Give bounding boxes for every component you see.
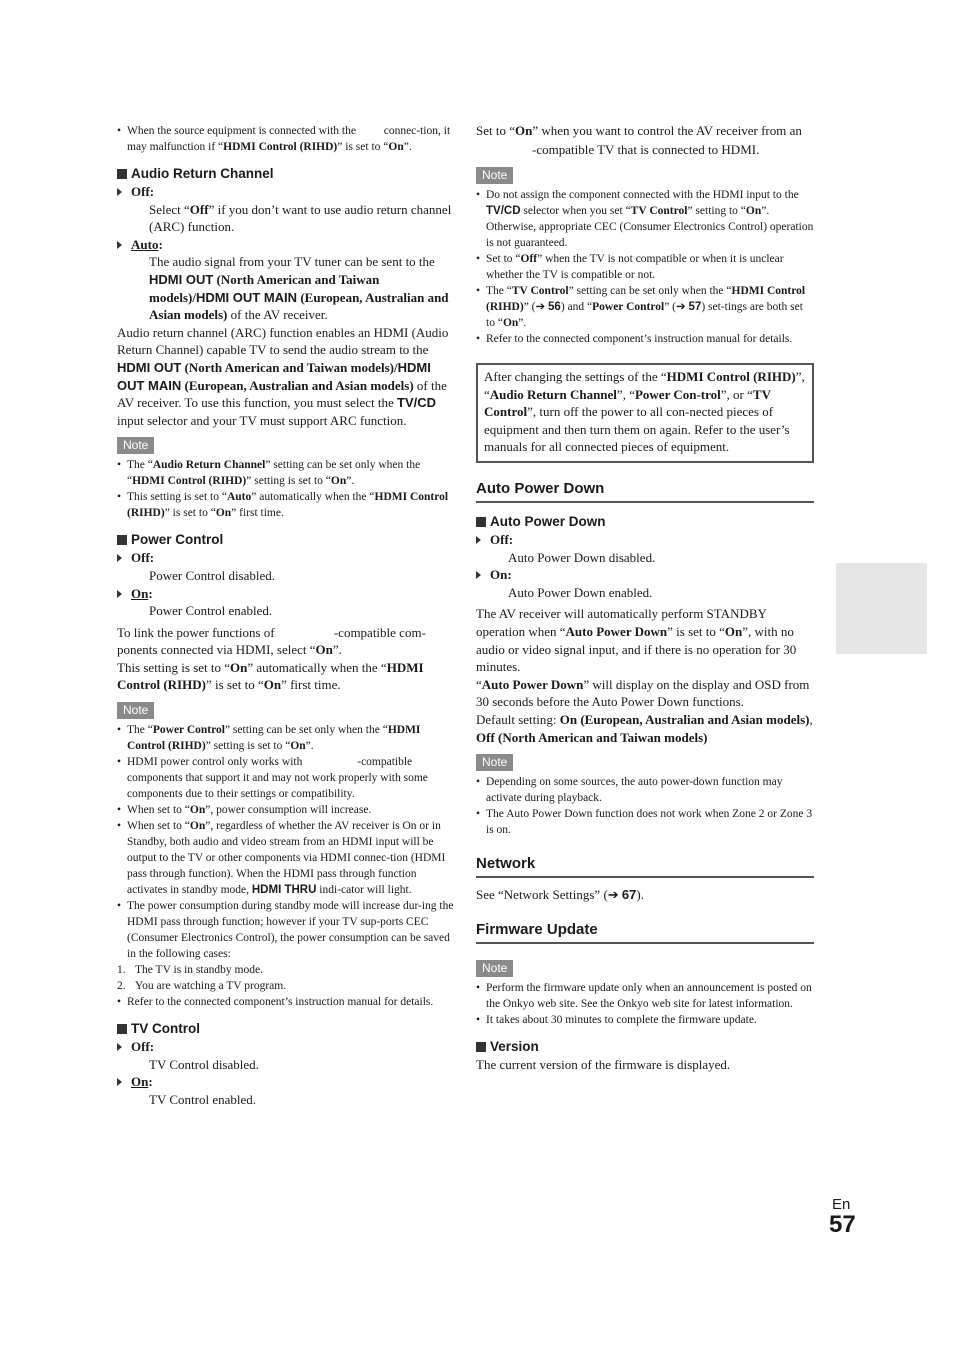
arc-note-1: • The “Audio Return Channel” setting can be set only when the “HDMI Control (RIHD)” setting is set to “On”. [117, 459, 421, 488]
section-tab-marker [836, 563, 927, 654]
apd-on-option: On: [476, 566, 814, 584]
power-note-3: • When set to “On”, power consumption will increase. [117, 804, 372, 817]
power-note-1: • The “Power Control” setting can be set only when the “HDMI Control (RIHD)” setting is set to “On”. [117, 724, 421, 753]
version-heading: Version [476, 1038, 814, 1056]
square-bullet-icon [117, 1024, 127, 1034]
intro-note: • When the source equipment is connected with the connec-tion, it may malfunction if “HDMI Control (RIHD)” is set to “On”. [117, 125, 451, 153]
power-on-desc: Power Control enabled. [149, 603, 273, 619]
tv-on-desc: TV Control enabled. [149, 1091, 256, 1107]
power-note-4: • When set to “On”, regardless of whether the AV receiver is On or in Standby, both audio and video stream from an HDMI input will be output to the TV or other components via HDMI connec-tion (HDMI pass through function). When the HDMI pass through function activates in standby mode, HDMI THRU indi-cator will light. [117, 820, 446, 897]
note-label: Note [476, 960, 513, 977]
arc-note-2: • This setting is set to “Auto” automatically when the “HDMI Control (RIHD)” is set to “On” first time. [117, 491, 449, 520]
note-label: Note [117, 437, 154, 454]
square-bullet-icon [476, 1042, 486, 1052]
tv-control-paragraph: Set to “On” when you want to control the AV receiver from an -compatible TV that is connected to HDMI. [476, 123, 802, 157]
network-section-title: Network [476, 854, 814, 878]
tv-note-1: • Do not assign the component connected with the HDMI input to the TV/CD selector when you set “TV Control” setting to “On”. Otherwise, appropriate CEC (Consumer Electronics Control) operation is not guaranteed. [476, 189, 814, 249]
tv-off-option: Off: [117, 1038, 457, 1056]
triangle-right-icon [117, 188, 122, 196]
power-off-option: Off: [117, 549, 457, 567]
tv-control-heading: TV Control [117, 1020, 457, 1038]
power-note-2: • HDMI power control only works with -compatible components that support it and may not work properly with some components due to their settings or compatibility. [117, 756, 428, 801]
tv-note-2: • Set to “Off” when the TV is not compatible or when it is unclear whether the TV is compatible or not. [476, 253, 784, 281]
language-label: En [832, 1196, 851, 1213]
power-paragraph-2: This setting is set to “On” automatically when the “HDMI Control (RIHD)” is set to “On” first time. [117, 659, 424, 693]
arc-off-desc: Select “Off” if you don’t want to use audio return channel (ARC) function. [149, 201, 452, 235]
triangle-right-icon [117, 241, 122, 249]
power-note-5: • The power consumption during standby mode will increase dur-ing the HDMI pass through function; however if your TV sup-ports CEC (Consumer Electronics Control), the power consumption can be saved in the following cases: [117, 900, 454, 961]
power-note-6: • Refer to the connected component’s instruction manual for details. [117, 996, 434, 1009]
arc-off-option: Off: [117, 183, 457, 201]
auto-power-down-section-title: Auto Power Down [476, 479, 814, 503]
note-label: Note [117, 702, 154, 719]
network-text: See “Network Settings” (➔ 67). [476, 887, 644, 903]
arc-heading: Audio Return Channel [117, 165, 457, 183]
arc-auto-desc: The audio signal from your TV tuner can be sent to the HDMI OUT (North American and Taiwan models)/HDMI OUT MAIN (European, Australian and Asian models) of the AV receiver. [149, 254, 449, 323]
tv-note-4: • Refer to the connected component’s instruction manual for details. [476, 333, 793, 345]
apd-default-setting: Default setting: On (European, Australian and Asian models), Off (North American and Taiwan models) [476, 711, 813, 745]
firmware-note-2: • It takes about 30 minutes to complete the firmware update. [476, 1013, 757, 1026]
firmware-section-title: Firmware Update [476, 920, 814, 944]
left-column [117, 123, 457, 1108]
square-bullet-icon [117, 169, 127, 179]
note-label: Note [476, 167, 513, 184]
apd-paragraph-1: The AV receiver will automatically perform STANDBY operation when “Auto Power Down” is set to “On”, with no audio or video signal input, and if there is no operation for 30 minutes. [476, 606, 797, 675]
tv-on-option: On: [117, 1073, 457, 1091]
apd-note-1: • Depending on some sources, the auto power-down function may activate during playback. [476, 776, 783, 805]
triangle-right-icon [476, 536, 481, 544]
triangle-right-icon [117, 554, 122, 562]
tv-note-3: • The “TV Control” setting can be set only when the “HDMI Control (RIHD)” (➔ 56) and “Power Control” (➔ 57) set-tings are both set to “On”. [476, 285, 806, 329]
tv-off-desc: TV Control disabled. [149, 1056, 259, 1072]
triangle-right-icon [117, 1043, 122, 1051]
arc-auto-option: Auto: [117, 236, 457, 254]
power-on-option: On: [117, 585, 457, 603]
right-column [476, 121, 814, 1073]
power-off-desc: Power Control disabled. [149, 567, 276, 583]
triangle-right-icon [476, 571, 481, 579]
power-paragraph-1: To link the power functions of -compatible com-ponents connected via HDMI, select “On”. [117, 624, 426, 658]
apd-on-desc: Auto Power Down enabled. [508, 584, 653, 600]
apd-paragraph-2: “Auto Power Down” will display on the display and OSD from 30 seconds before the Auto Power Down functions. [476, 676, 810, 710]
note-label: Note [476, 754, 513, 771]
triangle-right-icon [117, 1078, 122, 1086]
auto-power-down-heading: Auto Power Down [476, 513, 814, 531]
power-case-1: 1. The TV is in standby mode. [117, 964, 263, 977]
version-text: The current version of the firmware is displayed. [476, 1056, 731, 1072]
firmware-note-1: • Perform the firmware update only when an announcement is posted on the Onkyo web site. See the Onkyo web site for latest information. [476, 981, 812, 1010]
apd-off-desc: Auto Power Down disabled. [508, 549, 656, 565]
power-case-2: 2. You are watching a TV program. [117, 980, 287, 993]
square-bullet-icon [117, 535, 127, 545]
arc-paragraph: Audio return channel (ARC) function enables an HDMI (Audio Return Channel) capable TV to send the audio stream to the HDMI OUT (North American and Taiwan models)/HDMI OUT MAIN (European, Australian and Asian models) of the AV receiver. To use this function, you must select the TV/CD input selector and your TV must support ARC function. [117, 324, 449, 428]
settings-change-notice: After changing the settings of the “HDMI Control (RIHD)”, “Audio Return Channel”, “Power Con-trol”, or “TV Control”, turn off the power to all con-nected pieces of equipment and then turn them on again. Refer to the user’s manuals for all connected pieces of equipment. [476, 363, 814, 463]
page-number: 57 [829, 1211, 856, 1238]
square-bullet-icon [476, 517, 486, 527]
power-control-heading: Power Control [117, 531, 457, 549]
triangle-right-icon [117, 590, 122, 598]
apd-off-option: Off: [476, 531, 814, 549]
apd-note-2: • The Auto Power Down function does not work when Zone 2 or Zone 3 is on. [476, 808, 813, 837]
